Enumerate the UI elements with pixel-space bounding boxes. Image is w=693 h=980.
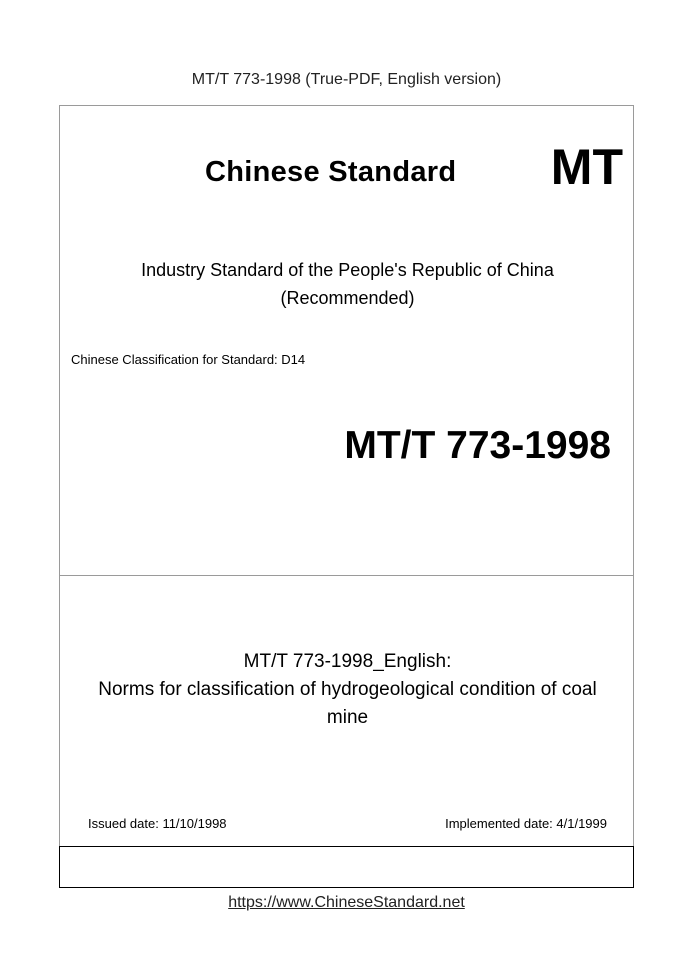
implemented-date: Implemented date: 4/1/1999 — [445, 816, 607, 831]
site-link-container — [0, 894, 693, 912]
cover-top-panel — [59, 105, 634, 576]
cover-details-panel — [59, 575, 634, 847]
industry-line-1: Industry Standard of the People's Republic of China — [141, 260, 554, 280]
title-line-3: mine — [326, 707, 369, 728]
title-row — [60, 138, 635, 198]
page-header: MT/T 773-1998 (True-PDF, English version) — [191, 71, 502, 88]
chinese-standard-heading: Chinese Standard — [205, 156, 457, 188]
document-title — [60, 648, 635, 732]
industry-standard-text — [60, 256, 635, 312]
title-line-1: MT/T 773-1998_English: — [243, 651, 452, 672]
cover-bottom-box — [59, 846, 634, 888]
standard-number: MT/T 773-1998 — [344, 424, 611, 467]
industry-line-2: (Recommended) — [280, 288, 415, 308]
title-line-2: Norms for classification of hydrogeological condition of coal — [98, 679, 597, 700]
classification-text: Chinese Classification for Standard: D14 — [71, 352, 306, 367]
issued-date: Issued date: 11/10/1998 — [88, 816, 227, 831]
website-link[interactable]: https://www.ChineseStandard.net — [228, 894, 465, 911]
mt-logo: MT — [550, 139, 623, 195]
